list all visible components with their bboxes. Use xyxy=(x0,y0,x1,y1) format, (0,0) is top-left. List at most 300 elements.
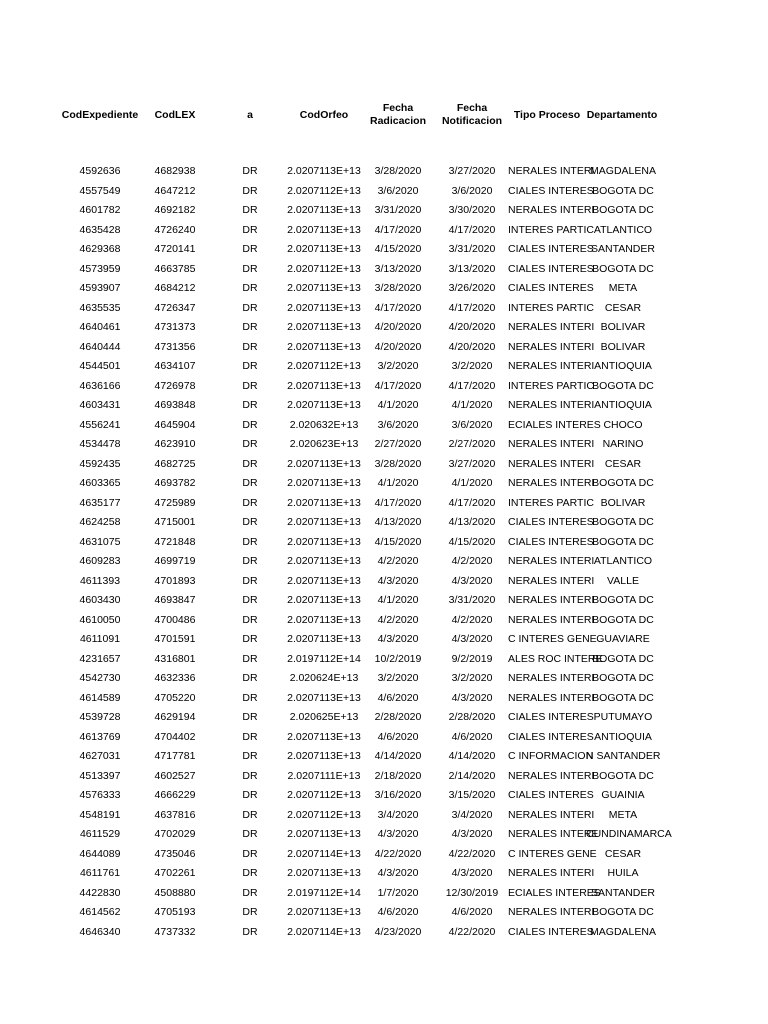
codorfeo-cell[interactable]: 2.020625E+13 xyxy=(289,711,359,723)
tipo-proceso-cell[interactable] xyxy=(508,611,595,630)
codorfeo-cell[interactable]: 2.0207113E+13 xyxy=(287,613,361,626)
departamento-cell[interactable]: HUILA xyxy=(607,867,639,879)
a-cell[interactable]: DR xyxy=(242,399,258,411)
tipo-proceso-cell[interactable] xyxy=(508,260,594,279)
fecha-radicacion-cell[interactable]: 4/15/2020 xyxy=(374,243,422,255)
departamento-cell[interactable]: BOLIVAR xyxy=(600,340,646,353)
header-tipo-proceso[interactable]: Tipo Proceso xyxy=(513,109,581,121)
codlex-cell[interactable]: 4693847 xyxy=(154,594,196,606)
tipo-proceso-cell[interactable] xyxy=(508,494,594,513)
tipo-proceso-cell[interactable] xyxy=(508,630,597,649)
table-row[interactable] xyxy=(0,338,768,357)
header-codexpediente[interactable]: CodExpediente xyxy=(61,109,139,121)
codlex-cell[interactable]: 4726347 xyxy=(154,301,196,314)
table-row[interactable] xyxy=(0,416,768,435)
a-cell[interactable]: DR xyxy=(242,652,258,665)
codlex-cell[interactable]: 4632336 xyxy=(154,672,196,684)
fecha-radicacion-cell[interactable]: 3/6/2020 xyxy=(377,184,419,197)
header-departamento[interactable]: Departamento xyxy=(586,109,658,121)
codorfeo-cell[interactable]: 2.0207113E+13 xyxy=(287,594,361,606)
codexpediente-cell[interactable]: 4603431 xyxy=(79,399,121,411)
fecha-radicacion-cell[interactable]: 4/13/2020 xyxy=(374,516,422,528)
tipo-proceso-cell[interactable] xyxy=(508,455,595,474)
a-cell[interactable]: DR xyxy=(242,730,258,743)
a-cell[interactable]: DR xyxy=(242,672,258,684)
table-row[interactable] xyxy=(0,845,768,864)
codlex-cell[interactable]: 4699719 xyxy=(154,555,196,567)
codexpediente-cell[interactable]: 4611761 xyxy=(79,867,121,879)
table-row[interactable] xyxy=(0,552,768,571)
departamento-cell[interactable]: BOGOTA DC xyxy=(592,379,654,392)
fecha-radicacion-cell[interactable]: 4/6/2020 xyxy=(377,691,419,704)
header-codlex[interactable]: CodLEX xyxy=(154,109,196,121)
fecha-notificacion-cell[interactable]: 4/6/2020 xyxy=(451,730,493,743)
codorfeo-cell[interactable]: 2.0207113E+13 xyxy=(287,457,361,470)
codorfeo-cell[interactable]: 2.0207113E+13 xyxy=(287,574,361,587)
table-row[interactable] xyxy=(0,201,768,220)
codlex-cell[interactable]: 4682938 xyxy=(154,165,196,177)
table-row[interactable] xyxy=(0,806,768,825)
codorfeo-cell[interactable]: 2.0207113E+13 xyxy=(287,828,361,840)
tipo-proceso-cell[interactable] xyxy=(508,728,594,747)
tipo-proceso-cell[interactable] xyxy=(508,396,595,415)
fecha-notificacion-cell[interactable]: 4/3/2020 xyxy=(451,828,493,840)
fecha-radicacion-cell[interactable]: 4/17/2020 xyxy=(374,301,422,314)
codexpediente-cell[interactable]: 4544501 xyxy=(79,360,121,372)
codlex-cell[interactable]: 4602527 xyxy=(154,769,196,782)
fecha-notificacion-cell[interactable]: 4/22/2020 xyxy=(448,925,496,938)
codorfeo-cell[interactable]: 2.0207113E+13 xyxy=(287,379,361,392)
codlex-cell[interactable]: 4645904 xyxy=(154,418,196,431)
codexpediente-cell[interactable]: 4644089 xyxy=(79,847,121,860)
codorfeo-cell[interactable]: 2.0207113E+13 xyxy=(287,633,361,645)
tipo-proceso-cell[interactable] xyxy=(508,377,594,396)
table-row[interactable] xyxy=(0,494,768,513)
codexpediente-cell[interactable]: 4601782 xyxy=(79,204,121,216)
fecha-notificacion-cell[interactable]: 3/6/2020 xyxy=(451,184,493,197)
table-row[interactable] xyxy=(0,279,768,298)
fecha-notificacion-cell[interactable]: 4/3/2020 xyxy=(451,691,493,704)
a-cell[interactable]: DR xyxy=(242,282,258,294)
table-row[interactable] xyxy=(0,864,768,883)
fecha-radicacion-cell[interactable]: 4/3/2020 xyxy=(377,633,419,645)
codlex-cell[interactable]: 4682725 xyxy=(154,457,196,470)
a-cell[interactable]: DR xyxy=(242,165,258,177)
fecha-notificacion-cell[interactable]: 12/30/2019 xyxy=(445,886,499,899)
tipo-proceso-cell[interactable] xyxy=(508,650,603,669)
a-cell[interactable]: DR xyxy=(242,418,258,431)
header-fecha-radicacion[interactable] xyxy=(362,102,434,128)
codlex-cell[interactable]: 4731373 xyxy=(154,321,196,333)
table-row[interactable] xyxy=(0,728,768,747)
fecha-notificacion-cell[interactable]: 4/22/2020 xyxy=(448,847,496,860)
tipo-proceso-cell[interactable] xyxy=(508,357,595,376)
a-cell[interactable]: DR xyxy=(242,223,258,236)
fecha-notificacion-cell[interactable]: 4/17/2020 xyxy=(448,223,496,236)
fecha-radicacion-cell[interactable]: 4/17/2020 xyxy=(374,379,422,392)
table-row[interactable] xyxy=(0,650,768,669)
departamento-cell[interactable]: BOGOTA DC xyxy=(592,691,654,704)
tipo-proceso-cell[interactable] xyxy=(508,825,599,844)
fecha-notificacion-cell[interactable]: 4/15/2020 xyxy=(448,535,496,548)
codorfeo-cell[interactable]: 2.0207113E+13 xyxy=(287,477,361,489)
departamento-cell[interactable]: BOGOTA DC xyxy=(592,652,654,665)
departamento-cell[interactable]: NARINO xyxy=(602,438,644,450)
fecha-notificacion-cell[interactable]: 3/4/2020 xyxy=(451,808,493,821)
codlex-cell[interactable]: 4702029 xyxy=(154,828,196,840)
fecha-notificacion-cell[interactable]: 4/3/2020 xyxy=(451,574,493,587)
a-cell[interactable]: DR xyxy=(242,711,258,723)
tipo-proceso-cell[interactable] xyxy=(508,708,594,727)
codexpediente-cell[interactable]: 4614589 xyxy=(79,691,121,704)
codexpediente-cell[interactable]: 4513397 xyxy=(79,769,121,782)
table-row[interactable] xyxy=(0,318,768,337)
codexpediente-cell[interactable]: 4646340 xyxy=(79,925,121,938)
codexpediente-cell[interactable]: 4592435 xyxy=(79,457,121,470)
a-cell[interactable]: DR xyxy=(242,516,258,528)
codexpediente-cell[interactable]: 4640444 xyxy=(79,340,121,353)
table-row[interactable] xyxy=(0,630,768,649)
fecha-radicacion-cell[interactable]: 3/31/2020 xyxy=(374,204,422,216)
fecha-notificacion-cell[interactable]: 4/3/2020 xyxy=(451,633,493,645)
departamento-cell[interactable]: VALLE xyxy=(607,574,639,587)
codorfeo-cell[interactable]: 2.0207112E+13 xyxy=(287,360,361,372)
departamento-cell[interactable]: BOGOTA DC xyxy=(592,613,654,626)
codexpediente-cell[interactable]: 4614562 xyxy=(79,906,121,918)
fecha-radicacion-cell[interactable]: 4/15/2020 xyxy=(374,535,422,548)
fecha-notificacion-cell[interactable]: 2/27/2020 xyxy=(448,438,496,450)
codlex-cell[interactable]: 4663785 xyxy=(154,262,196,275)
codlex-cell[interactable]: 4700486 xyxy=(154,613,196,626)
table-row[interactable] xyxy=(0,162,768,181)
a-cell[interactable]: DR xyxy=(242,184,258,197)
table-row[interactable] xyxy=(0,182,768,201)
tipo-proceso-cell[interactable] xyxy=(508,689,595,708)
codorfeo-cell[interactable]: 2.0207114E+13 xyxy=(287,847,361,860)
codlex-cell[interactable]: 4701591 xyxy=(154,633,196,645)
departamento-cell[interactable]: BOLIVAR xyxy=(600,321,646,333)
fecha-radicacion-cell[interactable]: 3/4/2020 xyxy=(377,808,419,821)
a-cell[interactable]: DR xyxy=(242,438,258,450)
a-cell[interactable]: DR xyxy=(242,360,258,372)
tipo-proceso-cell[interactable] xyxy=(508,162,595,181)
codorfeo-cell[interactable]: 2.0197112E+14 xyxy=(287,652,361,665)
codorfeo-cell[interactable]: 2.0207113E+13 xyxy=(287,730,361,743)
fecha-notificacion-cell[interactable]: 4/20/2020 xyxy=(448,340,496,353)
codlex-cell[interactable]: 4623910 xyxy=(154,438,196,450)
codorfeo-cell[interactable]: 2.0207113E+13 xyxy=(287,243,361,255)
codlex-cell[interactable]: 4717781 xyxy=(154,750,196,762)
a-cell[interactable]: DR xyxy=(242,633,258,645)
codlex-cell[interactable]: 4715001 xyxy=(154,516,196,528)
codexpediente-cell[interactable]: 4635535 xyxy=(79,301,121,314)
departamento-cell[interactable]: BOGOTA DC xyxy=(592,184,654,197)
table-row[interactable] xyxy=(0,572,768,591)
codorfeo-cell[interactable]: 2.0207112E+13 xyxy=(287,262,361,275)
departamento-cell[interactable]: GUAINIA xyxy=(601,789,645,801)
codexpediente-cell[interactable]: 4534478 xyxy=(79,438,121,450)
fecha-notificacion-cell[interactable]: 4/20/2020 xyxy=(448,321,496,333)
departamento-cell[interactable]: META xyxy=(608,808,638,821)
codexpediente-cell[interactable]: 4593907 xyxy=(79,282,121,294)
codexpediente-cell[interactable]: 4627031 xyxy=(79,750,121,762)
fecha-notificacion-cell[interactable]: 3/30/2020 xyxy=(448,204,496,216)
codexpediente-cell[interactable]: 4610050 xyxy=(79,613,121,626)
fecha-radicacion-cell[interactable]: 3/16/2020 xyxy=(374,789,422,801)
a-cell[interactable]: DR xyxy=(242,340,258,353)
a-cell[interactable]: DR xyxy=(242,886,258,899)
a-cell[interactable]: DR xyxy=(242,925,258,938)
codorfeo-cell[interactable]: 2.0207113E+13 xyxy=(287,204,361,216)
codexpediente-cell[interactable]: 4611091 xyxy=(79,633,121,645)
departamento-cell[interactable]: BOGOTA DC xyxy=(592,204,654,216)
codlex-cell[interactable]: 4692182 xyxy=(154,204,196,216)
codorfeo-cell[interactable]: 2.0207112E+13 xyxy=(287,808,361,821)
tipo-proceso-cell[interactable] xyxy=(508,221,594,240)
table-row[interactable] xyxy=(0,435,768,454)
codexpediente-cell[interactable]: 4422830 xyxy=(79,886,121,899)
departamento-cell[interactable]: ANTIOQUIA xyxy=(594,399,652,411)
codexpediente-cell[interactable]: 4611529 xyxy=(79,828,121,840)
fecha-radicacion-cell[interactable]: 10/2/2019 xyxy=(374,652,422,665)
tipo-proceso-cell[interactable] xyxy=(508,572,595,591)
codorfeo-cell[interactable]: 2.0207111E+13 xyxy=(287,769,361,782)
a-cell[interactable]: DR xyxy=(242,867,258,879)
codorfeo-cell[interactable]: 2.0207112E+13 xyxy=(287,184,361,197)
table-row[interactable] xyxy=(0,357,768,376)
fecha-notificacion-cell[interactable]: 2/14/2020 xyxy=(448,769,496,782)
codlex-cell[interactable]: 4629194 xyxy=(154,711,196,723)
fecha-notificacion-cell[interactable]: 4/6/2020 xyxy=(451,906,493,918)
codlex-cell[interactable]: 4637816 xyxy=(154,808,196,821)
tipo-proceso-cell[interactable] xyxy=(508,669,595,688)
a-cell[interactable]: DR xyxy=(242,262,258,275)
codexpediente-cell[interactable]: 4548191 xyxy=(79,808,121,821)
departamento-cell[interactable]: BOGOTA DC xyxy=(592,672,654,684)
codlex-cell[interactable]: 4702261 xyxy=(154,867,196,879)
table-row[interactable] xyxy=(0,747,768,766)
a-cell[interactable]: DR xyxy=(242,769,258,782)
a-cell[interactable]: DR xyxy=(242,204,258,216)
codexpediente-cell[interactable]: 4611393 xyxy=(79,574,121,587)
tipo-proceso-cell[interactable] xyxy=(508,416,601,435)
codexpediente-cell[interactable]: 4576333 xyxy=(79,789,121,801)
departamento-cell[interactable]: CUNDINAMARCA xyxy=(586,828,672,840)
fecha-radicacion-cell[interactable]: 4/20/2020 xyxy=(374,340,422,353)
tipo-proceso-cell[interactable] xyxy=(508,474,595,493)
departamento-cell[interactable]: ANTIOQUIA xyxy=(594,360,652,372)
codorfeo-cell[interactable]: 2.0207113E+13 xyxy=(287,165,361,177)
tipo-proceso-cell[interactable] xyxy=(508,299,594,318)
departamento-cell[interactable]: N SANTANDER xyxy=(586,750,661,762)
fecha-notificacion-cell[interactable]: 3/2/2020 xyxy=(451,360,493,372)
codorfeo-cell[interactable]: 2.0207113E+13 xyxy=(287,516,361,528)
table-row[interactable] xyxy=(0,260,768,279)
codexpediente-cell[interactable]: 4635177 xyxy=(79,496,121,509)
tipo-proceso-cell[interactable] xyxy=(508,845,597,864)
tipo-proceso-cell[interactable] xyxy=(508,923,594,942)
a-cell[interactable]: DR xyxy=(242,243,258,255)
departamento-cell[interactable]: ANTIOQUIA xyxy=(594,730,652,743)
codlex-cell[interactable]: 4720141 xyxy=(154,243,196,255)
codexpediente-cell[interactable]: 4640461 xyxy=(79,321,121,333)
codexpediente-cell[interactable]: 4603365 xyxy=(79,477,121,489)
fecha-radicacion-cell[interactable]: 4/3/2020 xyxy=(377,867,419,879)
codlex-cell[interactable]: 4725989 xyxy=(154,496,196,509)
codorfeo-cell[interactable]: 2.0197112E+14 xyxy=(287,886,361,899)
a-cell[interactable]: DR xyxy=(242,828,258,840)
departamento-cell[interactable]: MAGDALENA xyxy=(590,165,656,177)
codorfeo-cell[interactable]: 2.0207113E+13 xyxy=(287,223,361,236)
codorfeo-cell[interactable]: 2.020632E+13 xyxy=(289,418,359,431)
fecha-notificacion-cell[interactable]: 4/1/2020 xyxy=(451,399,493,411)
codlex-cell[interactable]: 4316801 xyxy=(154,652,196,665)
fecha-radicacion-cell[interactable]: 3/28/2020 xyxy=(374,457,422,470)
codorfeo-cell[interactable]: 2.0207113E+13 xyxy=(287,906,361,918)
codexpediente-cell[interactable]: 4573959 xyxy=(79,262,121,275)
fecha-radicacion-cell[interactable]: 2/18/2020 xyxy=(374,769,422,782)
codorfeo-cell[interactable]: 2.0207112E+13 xyxy=(287,789,361,801)
a-cell[interactable]: DR xyxy=(242,613,258,626)
fecha-notificacion-cell[interactable]: 4/2/2020 xyxy=(451,555,493,567)
codlex-cell[interactable]: 4726240 xyxy=(154,223,196,236)
tipo-proceso-cell[interactable] xyxy=(508,338,595,357)
codorfeo-cell[interactable]: 2.0207114E+13 xyxy=(287,925,361,938)
tipo-proceso-cell[interactable] xyxy=(508,884,601,903)
fecha-radicacion-cell[interactable]: 4/3/2020 xyxy=(377,828,419,840)
table-row[interactable] xyxy=(0,377,768,396)
fecha-notificacion-cell[interactable]: 4/2/2020 xyxy=(451,613,493,626)
codlex-cell[interactable]: 4701893 xyxy=(154,574,196,587)
tipo-proceso-cell[interactable] xyxy=(508,903,595,922)
fecha-radicacion-cell[interactable]: 2/27/2020 xyxy=(374,438,422,450)
a-cell[interactable]: DR xyxy=(242,535,258,548)
codlex-cell[interactable]: 4693848 xyxy=(154,399,196,411)
codexpediente-cell[interactable]: 4542730 xyxy=(79,672,121,684)
departamento-cell[interactable]: BOGOTA DC xyxy=(592,769,654,782)
codexpediente-cell[interactable]: 4629368 xyxy=(79,243,121,255)
table-row[interactable] xyxy=(0,240,768,259)
departamento-cell[interactable]: CHOCO xyxy=(603,418,643,431)
fecha-notificacion-cell[interactable]: 3/31/2020 xyxy=(448,243,496,255)
fecha-notificacion-cell[interactable]: 2/28/2020 xyxy=(448,711,496,723)
codorfeo-cell[interactable]: 2.0207113E+13 xyxy=(287,535,361,548)
fecha-notificacion-cell[interactable]: 3/27/2020 xyxy=(448,165,496,177)
fecha-notificacion-cell[interactable]: 3/26/2020 xyxy=(448,282,496,294)
a-cell[interactable]: DR xyxy=(242,379,258,392)
tipo-proceso-cell[interactable] xyxy=(508,767,595,786)
codorfeo-cell[interactable]: 2.0207113E+13 xyxy=(287,496,361,509)
codorfeo-cell[interactable]: 2.0207113E+13 xyxy=(287,750,361,762)
departamento-cell[interactable]: BOGOTA DC xyxy=(592,262,654,275)
table-row[interactable] xyxy=(0,767,768,786)
departamento-cell[interactable]: CESAR xyxy=(604,301,642,314)
departamento-cell[interactable]: SANTANDER xyxy=(591,886,655,899)
tipo-proceso-cell[interactable] xyxy=(508,864,595,883)
fecha-notificacion-cell[interactable]: 3/31/2020 xyxy=(448,594,496,606)
departamento-cell[interactable]: BOGOTA DC xyxy=(592,535,654,548)
table-row[interactable] xyxy=(0,825,768,844)
a-cell[interactable]: DR xyxy=(242,321,258,333)
a-cell[interactable]: DR xyxy=(242,750,258,762)
fecha-radicacion-cell[interactable]: 1/7/2020 xyxy=(377,886,419,899)
a-cell[interactable]: DR xyxy=(242,477,258,489)
fecha-notificacion-cell[interactable]: 9/2/2019 xyxy=(451,652,493,665)
table-row[interactable] xyxy=(0,669,768,688)
tipo-proceso-cell[interactable] xyxy=(508,591,595,610)
a-cell[interactable]: DR xyxy=(242,457,258,470)
table-row[interactable] xyxy=(0,474,768,493)
codlex-cell[interactable]: 4508880 xyxy=(154,886,196,899)
codlex-cell[interactable]: 4705220 xyxy=(154,691,196,704)
fecha-radicacion-cell[interactable]: 4/6/2020 xyxy=(377,906,419,918)
fecha-radicacion-cell[interactable]: 4/6/2020 xyxy=(377,730,419,743)
codorfeo-cell[interactable]: 2.0207113E+13 xyxy=(287,555,361,567)
tipo-proceso-cell[interactable] xyxy=(508,182,594,201)
codlex-cell[interactable]: 4726978 xyxy=(154,379,196,392)
tipo-proceso-cell[interactable] xyxy=(508,318,595,337)
tipo-proceso-cell[interactable] xyxy=(508,533,594,552)
codexpediente-cell[interactable]: 4636166 xyxy=(79,379,121,392)
departamento-cell[interactable]: BOGOTA DC xyxy=(592,516,654,528)
codorfeo-cell[interactable]: 2.0207113E+13 xyxy=(287,867,361,879)
tipo-proceso-cell[interactable] xyxy=(508,552,595,571)
table-row[interactable] xyxy=(0,903,768,922)
header-fecha-notificacion[interactable] xyxy=(434,102,510,128)
codorfeo-cell[interactable]: 2.0207113E+13 xyxy=(287,691,361,704)
table-row[interactable] xyxy=(0,611,768,630)
table-row[interactable] xyxy=(0,923,768,942)
fecha-radicacion-cell[interactable]: 4/23/2020 xyxy=(374,925,422,938)
a-cell[interactable]: DR xyxy=(242,847,258,860)
fecha-radicacion-cell[interactable]: 3/13/2020 xyxy=(374,262,422,275)
departamento-cell[interactable]: SANTANDER xyxy=(591,243,655,255)
codexpediente-cell[interactable]: 4609283 xyxy=(79,555,121,567)
departamento-cell[interactable]: PUTUMAYO xyxy=(593,711,653,723)
fecha-notificacion-cell[interactable]: 3/6/2020 xyxy=(451,418,493,431)
table-row[interactable] xyxy=(0,299,768,318)
fecha-notificacion-cell[interactable]: 4/3/2020 xyxy=(451,867,493,879)
codlex-cell[interactable]: 4721848 xyxy=(154,535,196,548)
codorfeo-cell[interactable]: 2.020623E+13 xyxy=(289,438,359,450)
fecha-notificacion-cell[interactable]: 4/17/2020 xyxy=(448,379,496,392)
a-cell[interactable]: DR xyxy=(242,555,258,567)
fecha-radicacion-cell[interactable]: 3/2/2020 xyxy=(377,672,419,684)
fecha-radicacion-cell[interactable]: 3/28/2020 xyxy=(374,282,422,294)
departamento-cell[interactable]: CESAR xyxy=(604,457,642,470)
table-row[interactable] xyxy=(0,884,768,903)
table-row[interactable] xyxy=(0,533,768,552)
fecha-radicacion-cell[interactable]: 4/1/2020 xyxy=(377,399,419,411)
codexpediente-cell[interactable]: 4556241 xyxy=(79,418,121,431)
codlex-cell[interactable]: 4731356 xyxy=(154,340,196,353)
codorfeo-cell[interactable]: 2.0207113E+13 xyxy=(287,321,361,333)
departamento-cell[interactable]: META xyxy=(608,282,638,294)
fecha-radicacion-cell[interactable]: 4/17/2020 xyxy=(374,223,422,236)
codlex-cell[interactable]: 4647212 xyxy=(154,184,196,197)
table-row[interactable] xyxy=(0,513,768,532)
fecha-notificacion-cell[interactable]: 4/14/2020 xyxy=(448,750,496,762)
codlex-cell[interactable]: 4684212 xyxy=(154,282,196,294)
codexpediente-cell[interactable]: 4231657 xyxy=(79,652,121,665)
codlex-cell[interactable]: 4666229 xyxy=(154,789,196,801)
fecha-radicacion-cell[interactable]: 4/22/2020 xyxy=(374,847,422,860)
table-row[interactable] xyxy=(0,786,768,805)
fecha-radicacion-cell[interactable]: 4/14/2020 xyxy=(374,750,422,762)
tipo-proceso-cell[interactable] xyxy=(508,513,594,532)
table-row[interactable] xyxy=(0,221,768,240)
tipo-proceso-cell[interactable] xyxy=(508,279,594,298)
